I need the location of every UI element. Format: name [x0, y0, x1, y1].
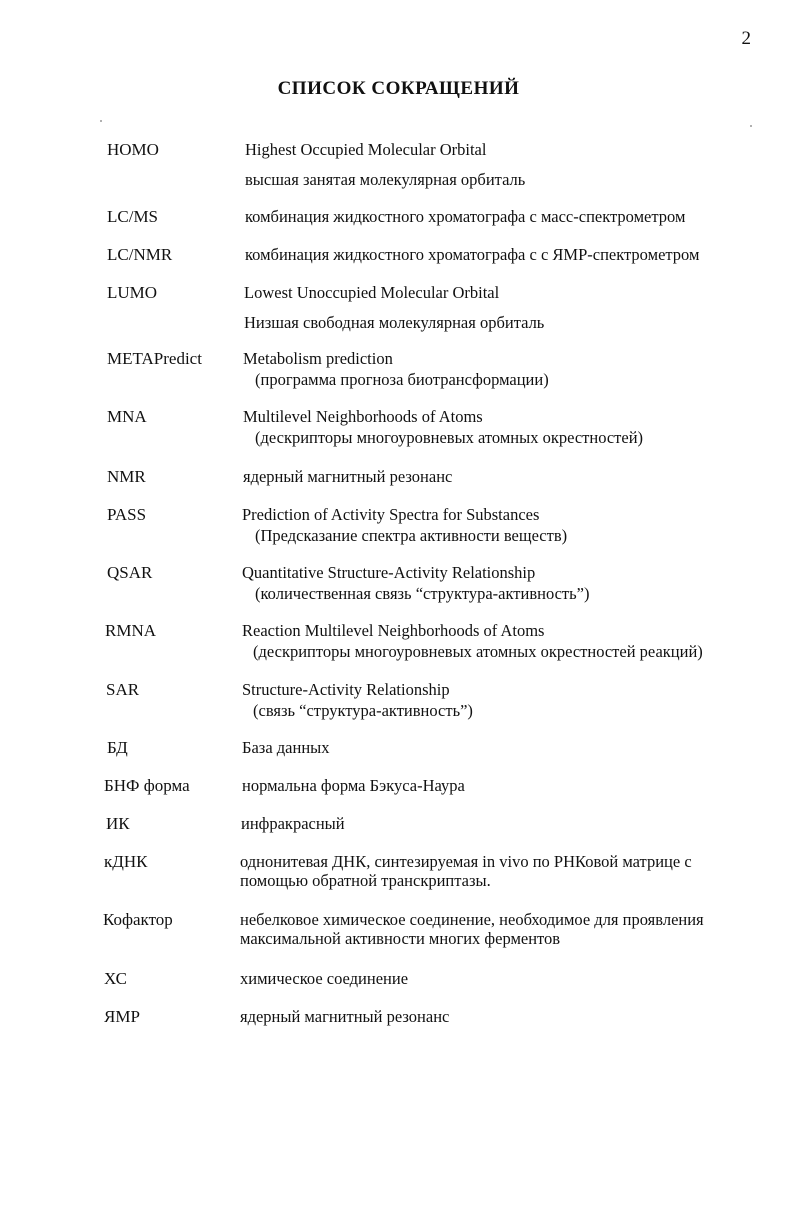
abbreviation-definition-line: Structure-Activity Relationship [242, 680, 450, 699]
abbreviation-definition-line: Reaction Multilevel Neighborhoods of Atoms [242, 621, 545, 640]
abbreviation-term: БД [107, 738, 128, 757]
abbreviation-definition-line: максимальной активности многих ферментов [240, 929, 561, 948]
abbreviation-term: ЯМР [104, 1007, 140, 1026]
abbreviation-definition-line: (программа прогноза биотрансформации) [255, 370, 549, 389]
abbreviation-definition-line: (Предсказание спектра активности веществ) [255, 526, 568, 545]
abbreviation-definition-line: Quantitative Structure-Activity Relationship [242, 563, 536, 582]
page-title: СПИСОК СОКРАЩЕНИЙ [277, 78, 520, 99]
abbreviation-term: ИК [106, 814, 130, 833]
abbreviation-definition-line: ядерный магнитный резонанс [243, 467, 453, 486]
abbreviation-definition-line: База данных [242, 738, 330, 757]
abbreviation-definition-line: (количественная связь “структура-активность”) [255, 584, 590, 603]
abbreviation-definition-line: Highest Occupied Molecular Orbital [245, 140, 487, 159]
abbreviation-term: LC/NMR [107, 245, 173, 264]
abbreviation-definition-line: Низшая свободная молекулярная орбиталь [244, 313, 545, 332]
abbreviation-definition-line: высшая занятая молекулярная орбиталь [245, 170, 526, 189]
abbreviation-term: LUMO [107, 283, 158, 302]
page-number: 2 [741, 28, 751, 49]
abbreviation-definition-line: (дескрипторы многоуровневых атомных окрестностей) [255, 428, 644, 447]
abbreviation-definition-line: ядерный магнитный резонанс [240, 1007, 450, 1026]
abbreviation-definition-line: однонитевая ДНК, синтезируемая in vivo по РНКовой матрице с [240, 852, 692, 871]
abbreviation-term: RMNA [105, 621, 157, 640]
abbreviation-definition-line: комбинация жидкостного хроматографа с с ЯМР-спектрометром [245, 245, 700, 264]
abbreviation-definition-line: Metabolism prediction [243, 349, 393, 368]
abbreviation-definition-line: Prediction of Activity Spectra for Substances [242, 505, 540, 524]
abbreviation-definition-line: помощью обратной транскриптазы. [240, 871, 491, 890]
speck-mark [750, 125, 752, 127]
abbreviation-term: HOMO [107, 140, 159, 159]
abbreviation-definition-line: (дескрипторы многоуровневых атомных окрестностей реакций) [253, 642, 703, 661]
abbreviation-term: кДНК [104, 852, 148, 871]
abbreviation-term: БНФ форма [104, 776, 190, 795]
abbreviation-term: METAPredict [107, 349, 202, 368]
abbreviation-term: QSAR [107, 563, 153, 582]
abbreviation-definition-line: Lowest Unoccupied Molecular Orbital [244, 283, 500, 302]
abbreviation-term: SAR [106, 680, 140, 699]
abbreviation-term: MNA [107, 407, 147, 426]
abbreviation-term: Кофактор [103, 910, 173, 929]
abbreviation-term: LC/MS [107, 207, 159, 226]
abbreviation-definition-line: небелковое химическое соединение, необходимое для проявления [240, 910, 704, 929]
abbreviation-definition-line: инфракрасный [241, 814, 345, 833]
abbreviation-definition-line: комбинация жидкостного хроматографа с масс-спектрометром [245, 207, 686, 226]
abbreviation-term: PASS [107, 505, 147, 524]
abbreviation-definition-line: Multilevel Neighborhoods of Atoms [243, 407, 483, 426]
abbreviation-term: ХС [104, 969, 127, 988]
abbreviation-definition-line: (связь “структура-активность”) [253, 701, 473, 720]
speck-mark [100, 120, 102, 122]
abbreviation-definition-line: нормальна форма Бэкуса-Наура [242, 776, 465, 795]
abbreviation-term: NMR [107, 467, 146, 486]
abbreviation-definition-line: химическое соединение [240, 969, 409, 988]
